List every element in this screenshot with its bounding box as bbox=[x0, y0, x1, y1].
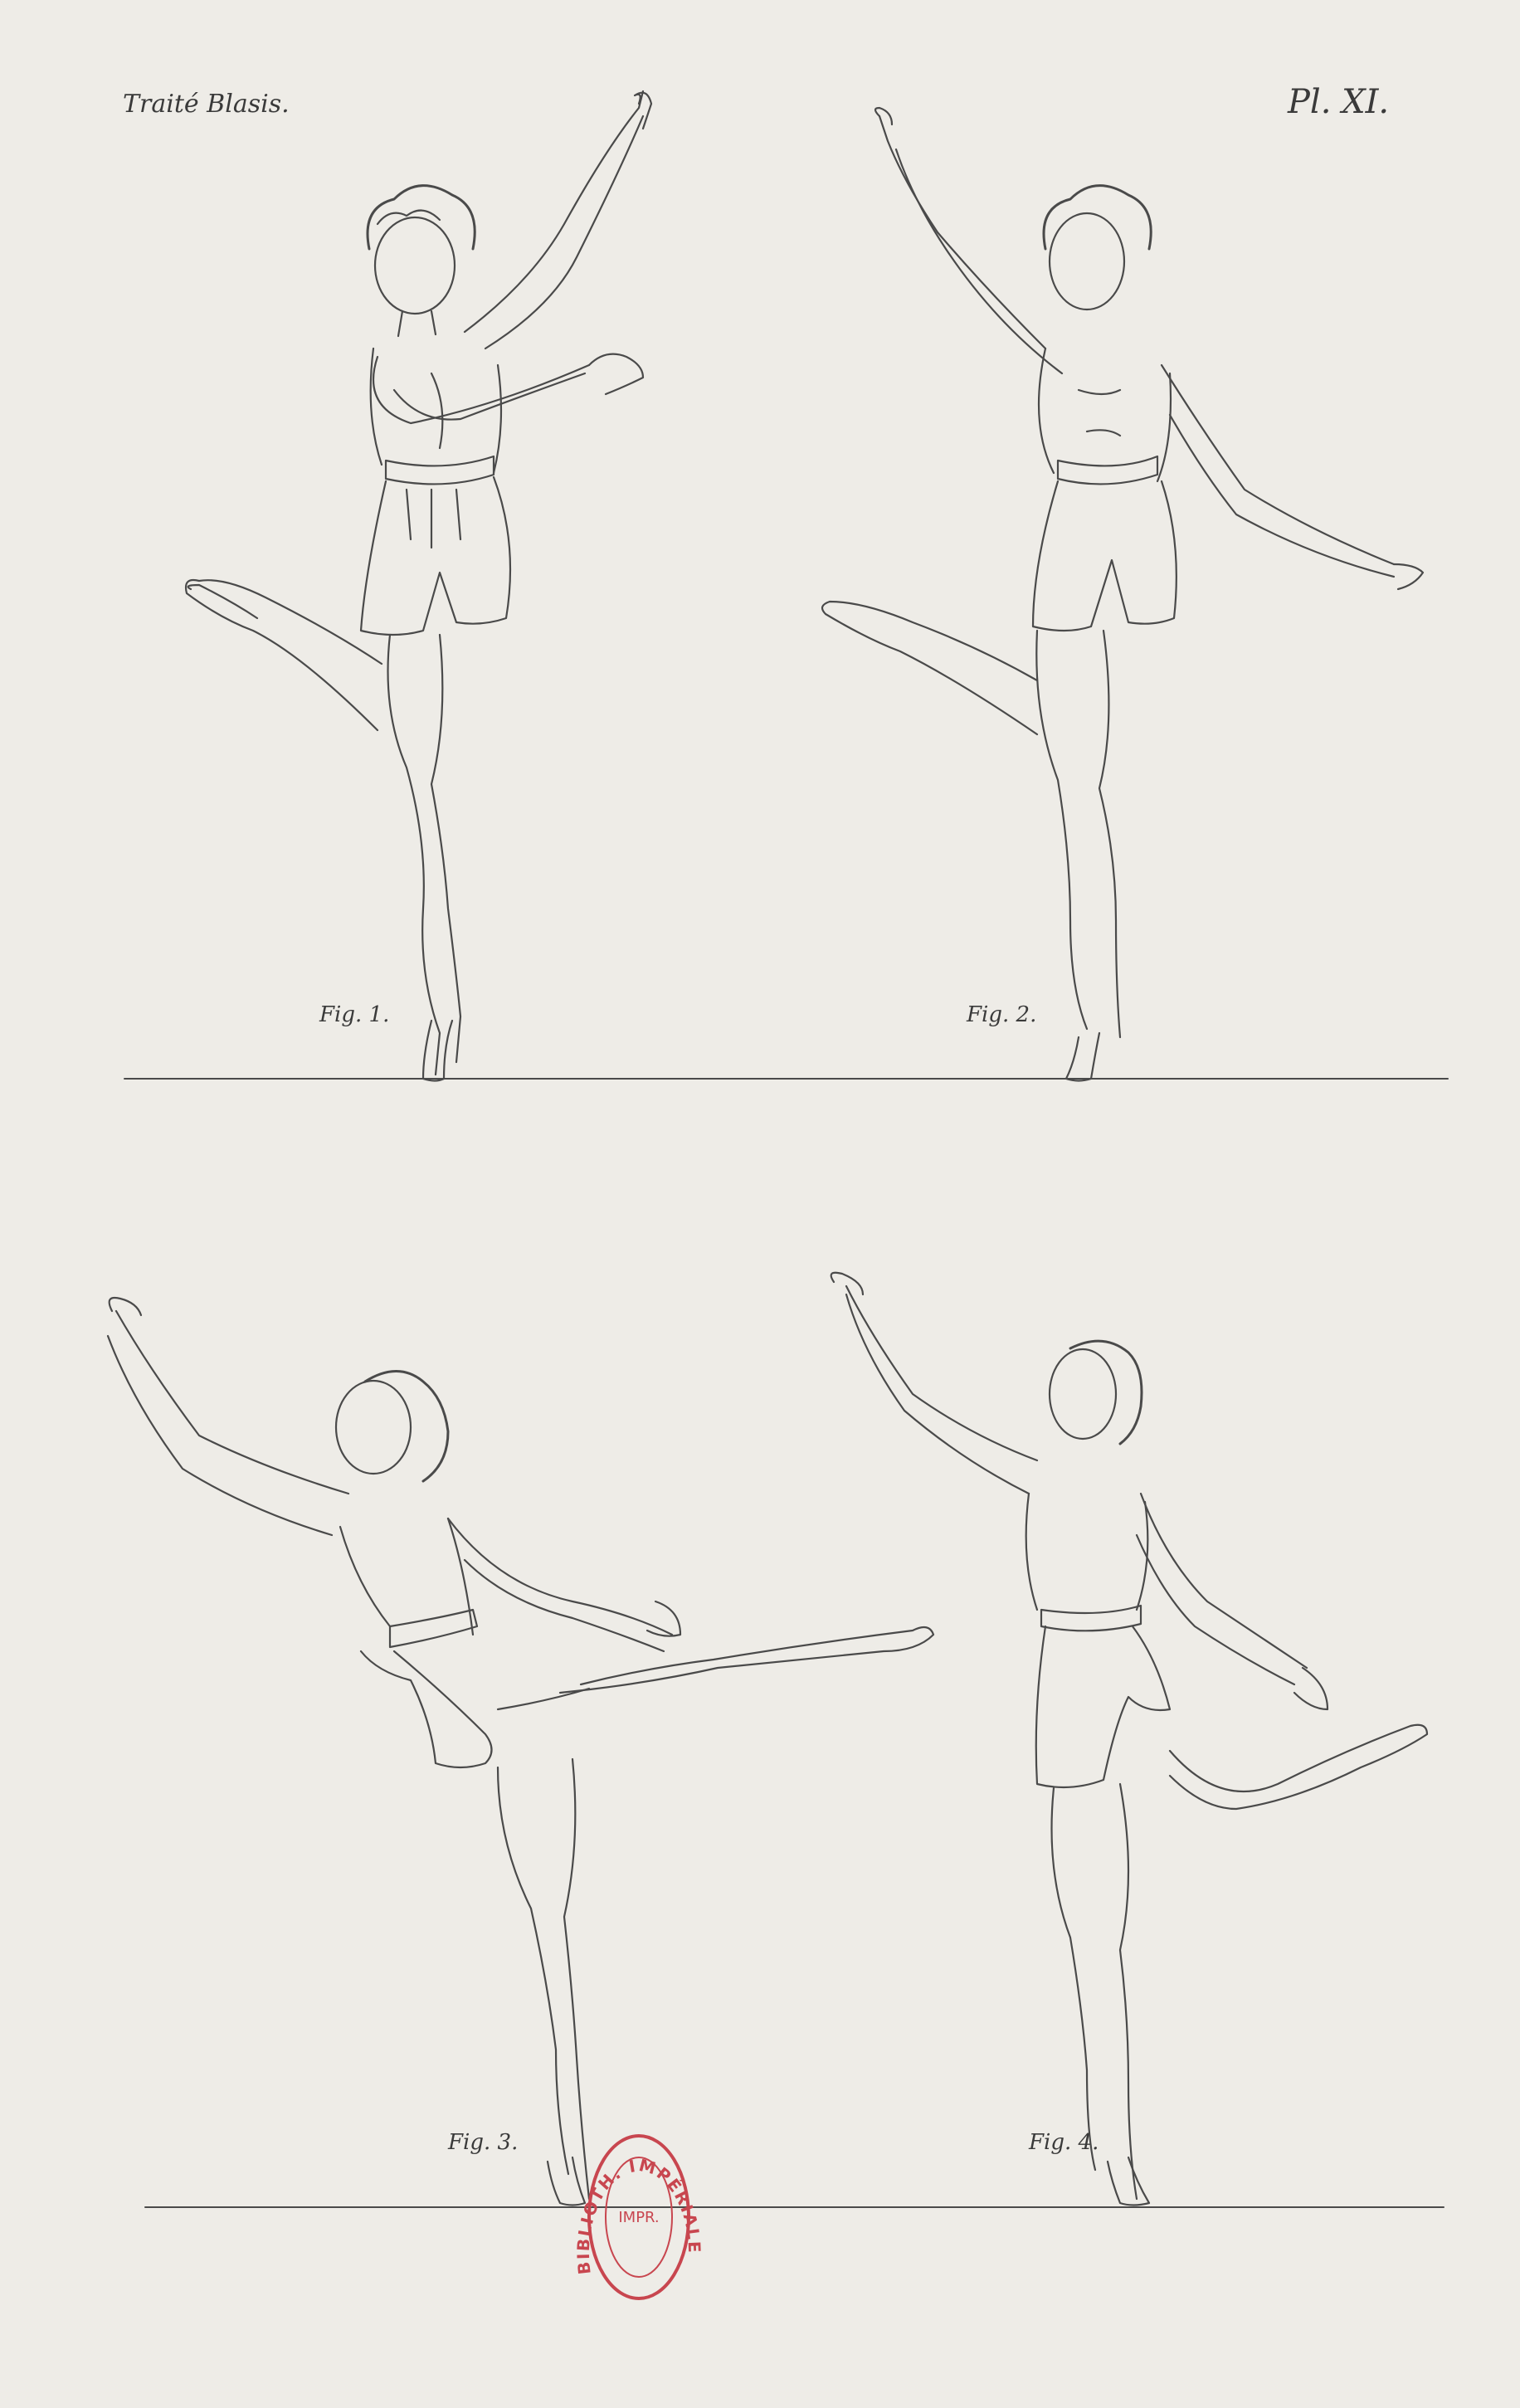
stamp-arc-text: BIBLIOTH. IMPÉRIALE bbox=[572, 2154, 705, 2276]
dancer-figure-1 bbox=[186, 91, 651, 1081]
stamp-center-text: IMPR. bbox=[618, 2209, 660, 2226]
book-title-header: Traité Blasis. bbox=[123, 90, 290, 119]
figure-1-label: Fig. 1. bbox=[319, 1002, 390, 1027]
dancer-figure-2 bbox=[822, 108, 1423, 1081]
dancer-figure-3 bbox=[108, 1298, 933, 2206]
figure-3-label: Fig. 3. bbox=[448, 2130, 519, 2155]
plate-number: Pl. XI. bbox=[1288, 83, 1390, 121]
figure-4-label: Fig. 4. bbox=[1029, 2130, 1099, 2155]
figure-2-label: Fig. 2. bbox=[967, 1002, 1037, 1027]
library-stamp bbox=[573, 2136, 704, 2298]
dancer-figure-4 bbox=[831, 1273, 1427, 2206]
